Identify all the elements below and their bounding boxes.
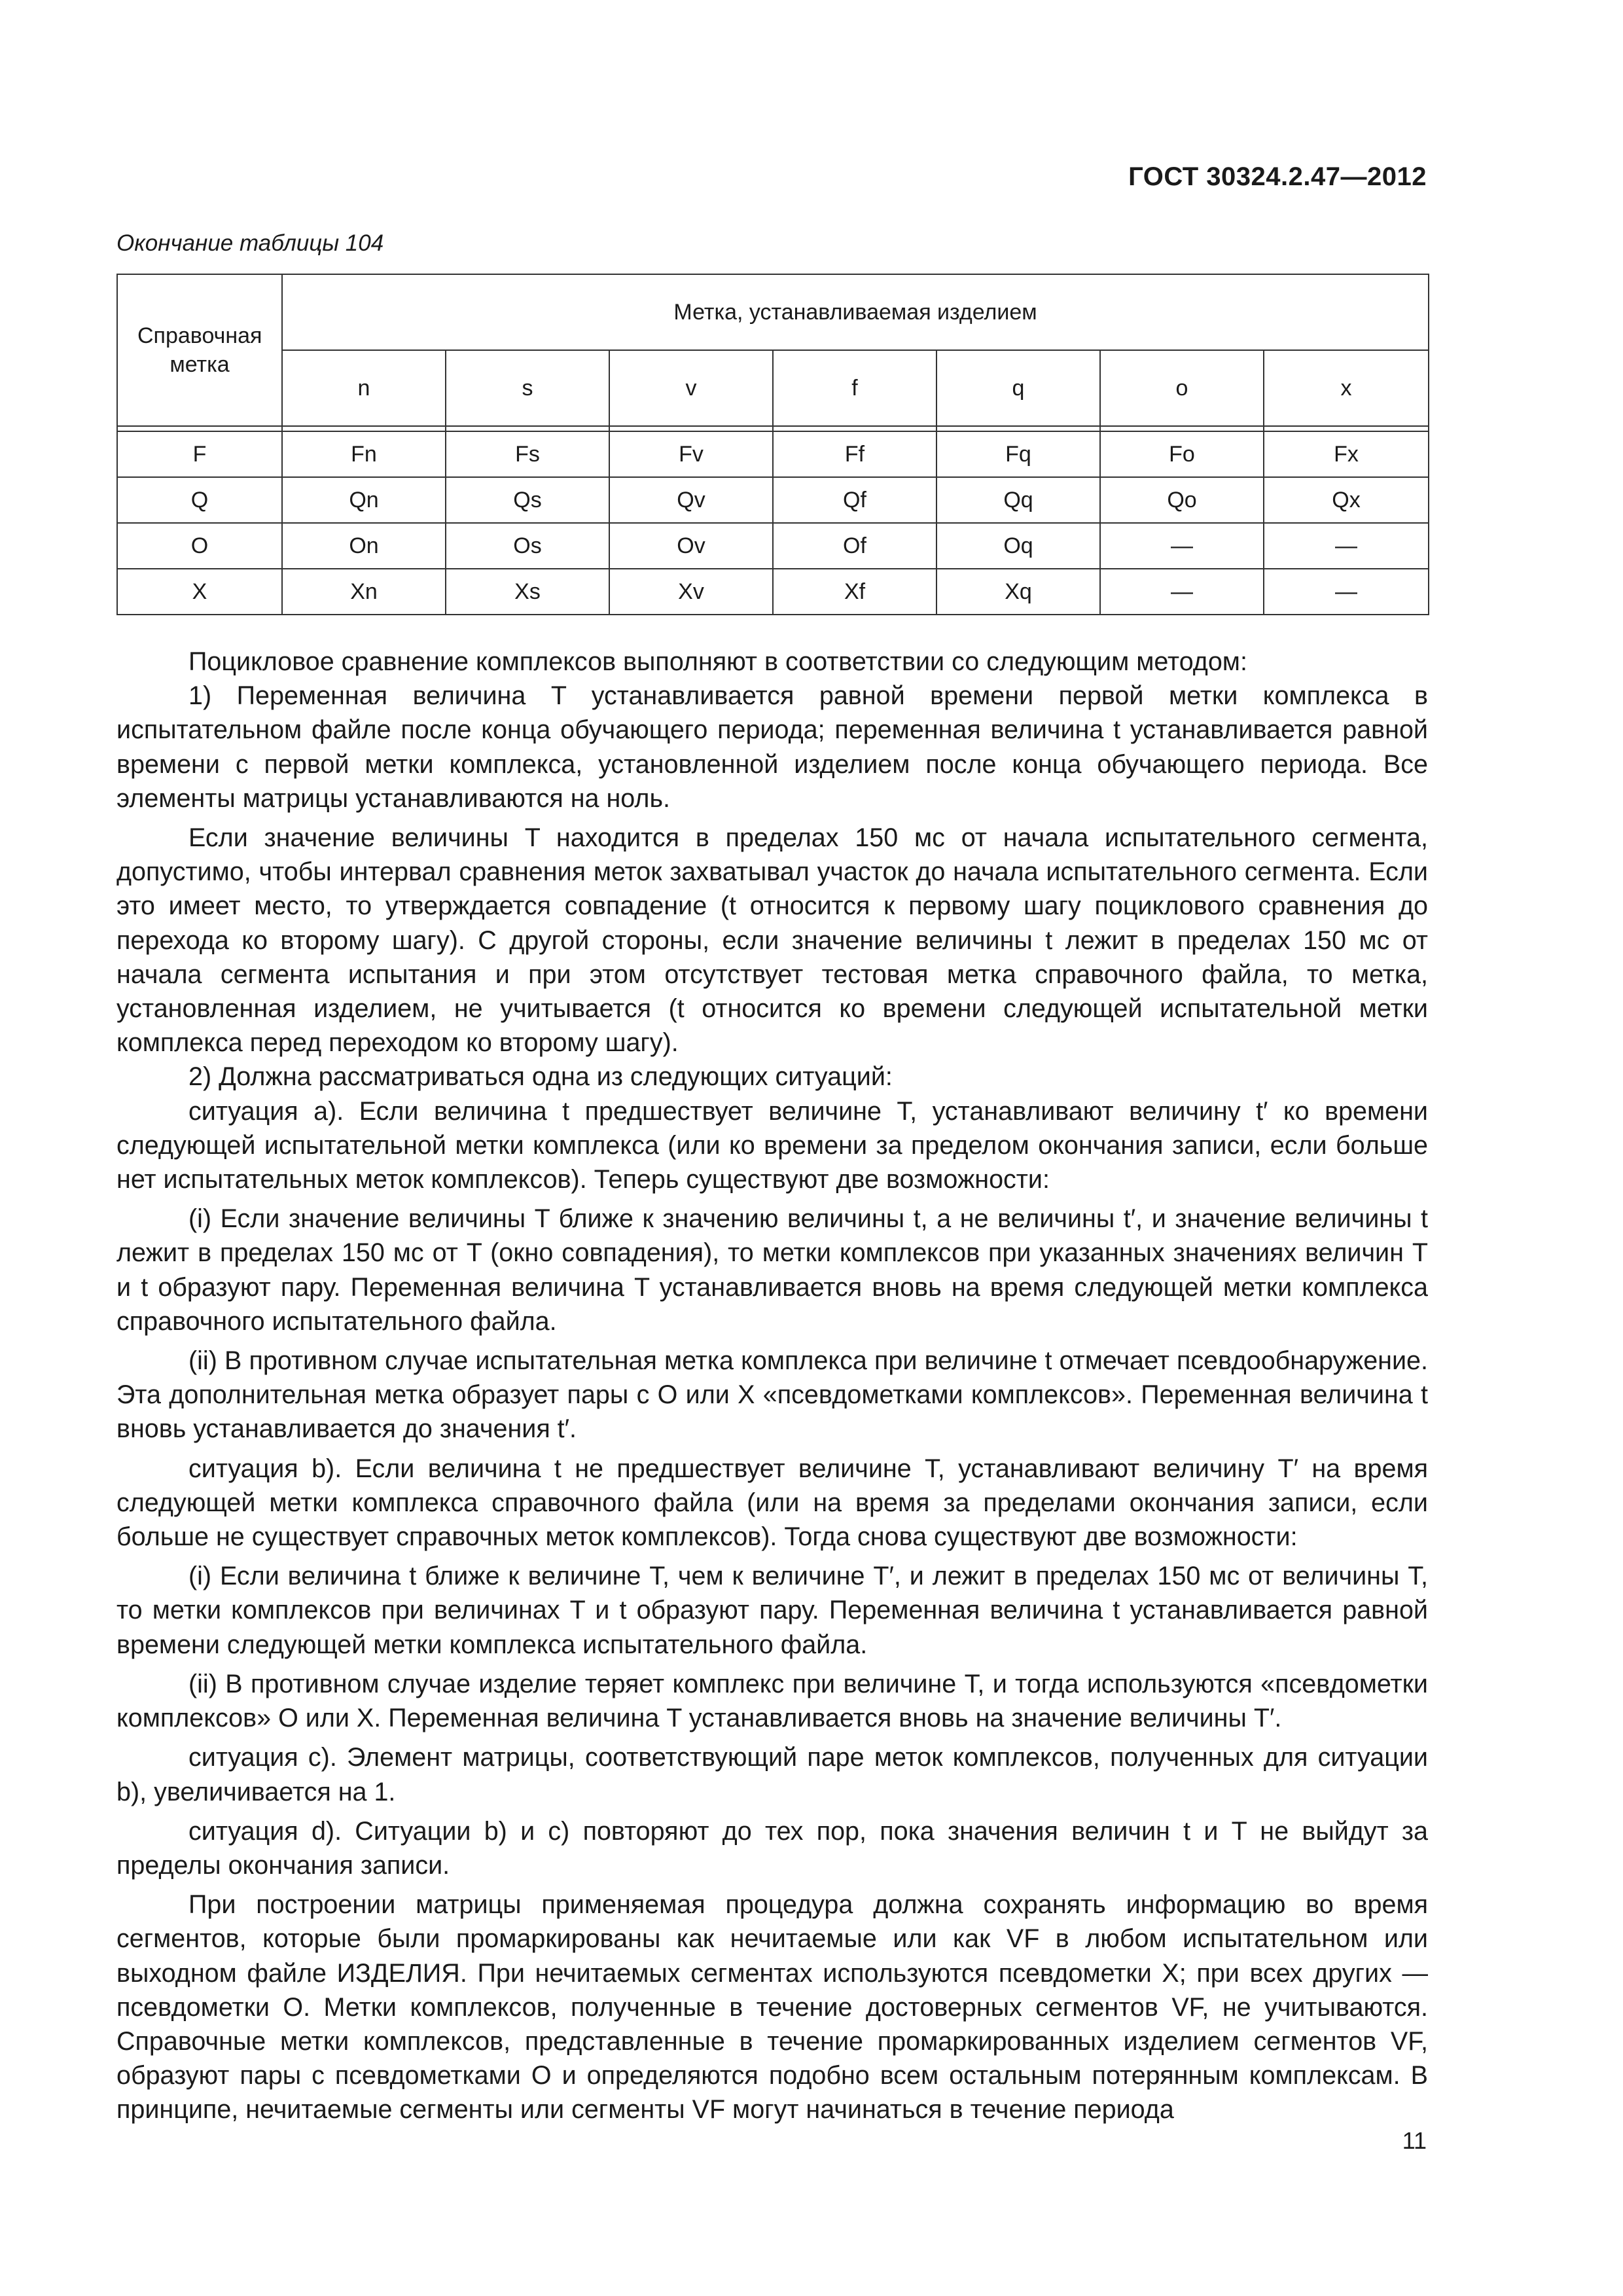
table-caption: Окончание таблицы 104 — [116, 230, 384, 256]
paragraph: Если значение величины T находится в пределах 150 мс от начала испытательного сегмента, допустимо, чтобы интервал сравнения меток захватывал участок до начала испытательного сегмента. Если это имеет место, то утверждается совпадение (t относится к первому шагу поциклового сравнения до перехода ко второму шагу). С другой стороны, если значение величины t лежит в пределах 150 мс от начала сегмента испытания и при этом отсутствует тестовая метка справочного файла, то метка, установленная изделием, не учитывается (t относится ко времени следующей испытательной метки комплекса перед переходом ко второму шагу). — [116, 823, 1428, 1058]
table-cell: Of — [773, 523, 936, 569]
paragraph: ситуация d). Ситуации b) и c) повторяют до тех пор, пока значения величин t и T не выйдут за пределы окончания записи. — [116, 1816, 1428, 1880]
table-cell: Fo — [1100, 431, 1264, 477]
table-cell: Xf — [773, 569, 936, 615]
table-cell: Xs — [446, 569, 609, 615]
body-text — [116, 645, 1428, 2127]
table-cell: Qv — [609, 477, 773, 523]
table-cell: Fq — [936, 431, 1100, 477]
row-label: Q — [117, 477, 282, 523]
paragraph: (i) Если значение величины T ближе к значению величины t, а не величины t′, и значение величины t лежит в пределах 150 мс от T (окно совпадения), то метки комплексов при указанных значениях величин T и t образуют пару. Переменная величина T устанавливается вновь на время следующей метки комплекса справочного испытательного файла. — [116, 1204, 1428, 1336]
table-cell: Fx — [1264, 431, 1429, 477]
table-cell: Qq — [936, 477, 1100, 523]
table-row — [117, 523, 1429, 569]
table-cell: Qx — [1264, 477, 1429, 523]
row-label: X — [117, 569, 282, 615]
paragraph: ситуация а). Если величина t предшествует величине T, устанавливают величину t′ ко времени следующей испытательной метки комплекса (или ко времени за пределом окончания записи, если больше нет испытательных меток комплексов). Теперь существуют две возможности: — [116, 1096, 1428, 1194]
table-cell: Qs — [446, 477, 609, 523]
table-cell: Xv — [609, 569, 773, 615]
page-number: 11 — [1402, 2127, 1427, 2154]
table-cell: Fv — [609, 431, 773, 477]
device-mark-header: Метка, устанавливаемая изделием — [282, 274, 1429, 350]
table-row — [117, 431, 1429, 477]
column-header: s — [446, 350, 609, 426]
row-label: F — [117, 431, 282, 477]
paragraph: 1) Переменная величина T устанавливается равной времени первой метки комплекса в испытательном файле после конца обучающего периода; переменная величина t устанавливается равной времени с первой метки комплекса, установленной изделием после конца обучающего периода. Все элементы матрицы устанавливаются на ноль. — [116, 681, 1428, 813]
table-cell: Xq — [936, 569, 1100, 615]
table-cell: — — [1100, 523, 1264, 569]
column-header: f — [773, 350, 936, 426]
table-cell: Oq — [936, 523, 1100, 569]
column-header: o — [1100, 350, 1264, 426]
table-cell: — — [1100, 569, 1264, 615]
table-row — [117, 569, 1429, 615]
paragraph: ситуация с). Элемент матрицы, соответствующий паре меток комплексов, полученных для ситуации b), увеличивается на 1. — [116, 1743, 1428, 1806]
paragraph: Поцикловое сравнение комплексов выполняют в соответствии со следующим методом: — [188, 647, 1247, 676]
ref-mark-header: Справочная метка — [117, 274, 282, 426]
table-cell: Ff — [773, 431, 936, 477]
standard-header: ГОСТ 30324.2.47—2012 — [1128, 162, 1427, 191]
marks-table — [116, 274, 1429, 615]
column-header: n — [282, 350, 446, 426]
column-header: q — [936, 350, 1100, 426]
table-cell: Fs — [446, 431, 609, 477]
table-cell: — — [1264, 569, 1429, 615]
column-header: v — [609, 350, 773, 426]
table-row — [117, 477, 1429, 523]
table-cell: Xn — [282, 569, 446, 615]
table-cell: Qf — [773, 477, 936, 523]
column-header-row — [117, 350, 1429, 426]
table-cell: Ov — [609, 523, 773, 569]
table-cell: Qn — [282, 477, 446, 523]
table-cell: Qo — [1100, 477, 1264, 523]
paragraph: (ii) В противном случае изделие теряет комплекс при величине T, и тогда используются «псевдометки комплексов» O или X. Переменная величина T устанавливается вновь на значение величины T′. — [116, 1669, 1428, 1733]
table-cell: — — [1264, 523, 1429, 569]
column-header: x — [1264, 350, 1429, 426]
paragraph: ситуация b). Если величина t не предшествует величине T, устанавливают величину T′ на время следующей метки комплекса справочного файла (или на время за пределами окончания записи, если больше не существует справочных меток комплексов). Тогда снова существуют две возможности: — [116, 1454, 1428, 1552]
table-cell: Fn — [282, 431, 446, 477]
paragraph: 2) Должна рассматриваться одна из следующих ситуаций: — [188, 1062, 893, 1092]
paragraph: При построении матрицы применяемая процедура должна сохранять информацию во время сегментов, которые были промаркированы как нечитаемые или как VF в любом испытательном или выходном файле ИЗДЕЛИЯ. При нечитаемых сегментах используются псевдометки X; при всех других — псевдометки O. Метки комплексов, полученные в течение достоверных сегментов VF, не учитываются. Справочные метки комплексов, представленные в течение промаркированных изделием сегментов VF, образуют пары с псевдометками O и определяются подобно всем остальным потерянным комплексам. В принципе, нечитаемые сегменты или сегменты VF могут начинаться в течение периода — [116, 1890, 1428, 2125]
paragraph: (i) Если величина t ближе к величине T, чем к величине T′, и лежит в пределах 150 мс от величины T, то метки комплексов при величинах T и t образуют пару. Переменная величина t устанавливается равной времени следующей метки комплекса испытательного файла. — [116, 1562, 1428, 1659]
table-cell: Os — [446, 523, 609, 569]
table-cell: On — [282, 523, 446, 569]
paragraph: (ii) В противном случае испытательная метка комплекса при величине t отмечает псевдообнаружение. Эта дополнительная метка образует пары с O или X «псевдометками комплексов». Переменная величина t вновь устанавливается до значения t′. — [116, 1346, 1428, 1444]
row-label: O — [117, 523, 282, 569]
